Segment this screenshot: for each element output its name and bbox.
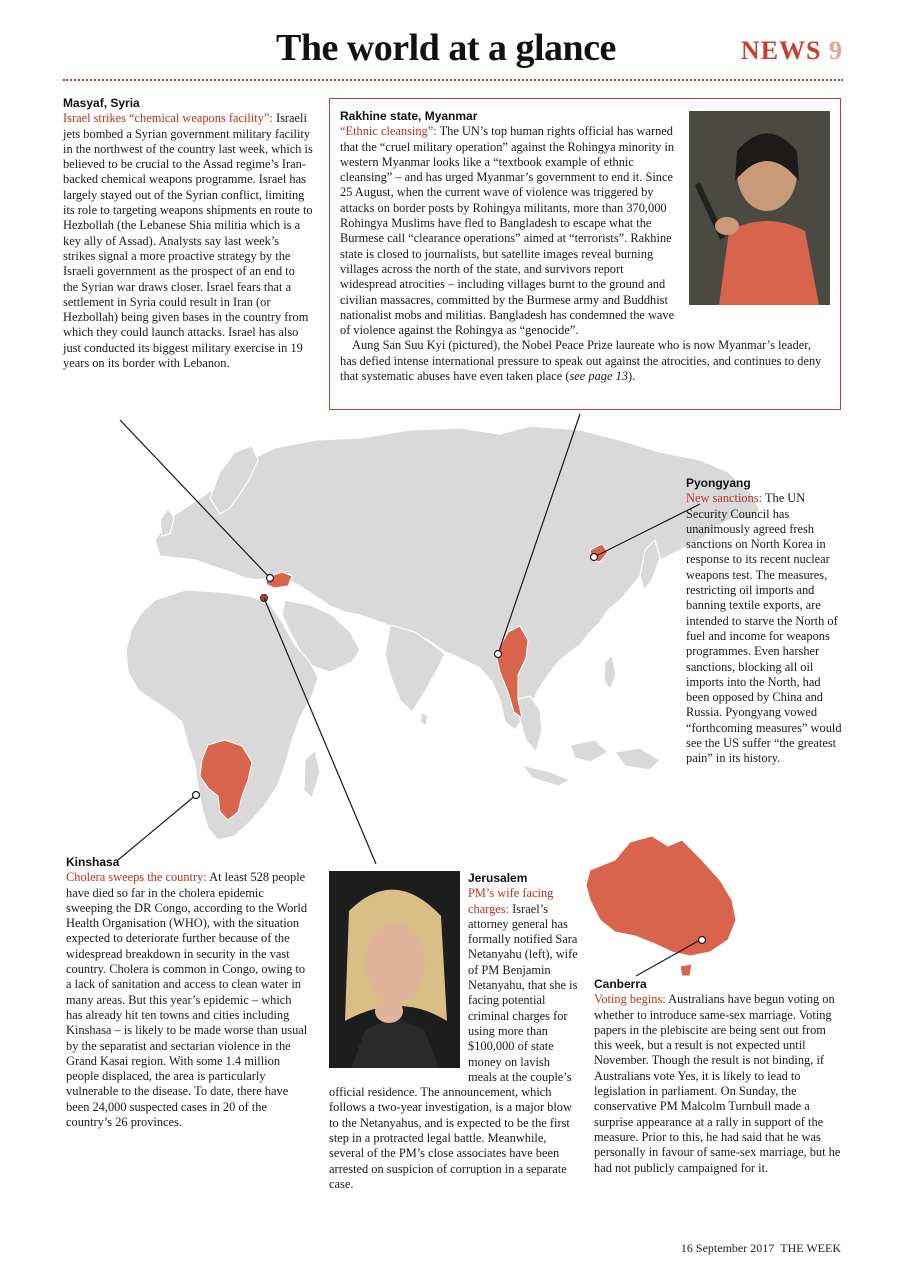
story-rakhine-place: Rakhine state, Myanmar <box>340 109 478 123</box>
story-rakhine-body2-end: ). <box>627 369 636 384</box>
see-page-link[interactable]: see page 13 <box>569 369 628 384</box>
map-indonesia-2 <box>570 740 608 762</box>
story-pyongyang <box>686 476 842 767</box>
story-jerusalem-place: Jerusalem <box>468 871 528 885</box>
map-madagascar <box>304 750 320 798</box>
story-rakhine-body: The UN’s top human rights official has warned that the “cruel military operation” against the Rohingya minority in western Myanmar looks like a “textbook example of ethnic cleansing” – and has urged Myanmar’s government to end it. Since 25 August, when the current wave of violence was triggered by attacks on border posts by Rohingya militants, more than 370,000 Rohingya Muslims have fled to Bangladesh to escape what the Burmese call “clearance operations” aimed at “terrorists”. Rakhine state is closed to journalists, but satellite images reveal burning villages across the north of the state, and survivors report widespread atrocities – including villages burnt to the ground and civilian massacres, committed by the Burmese army and Buddhist nationalist mobs and militias. Bangladesh has condemned the wave of violence against the Rohingya as “genocide”. <box>340 124 675 338</box>
section-label <box>741 36 843 66</box>
story-pyongyang-place: Pyongyang <box>686 476 751 490</box>
page-title: The world at a glance <box>276 27 616 69</box>
header-rule <box>63 79 843 81</box>
leader-kinshasa <box>118 795 196 860</box>
story-rakhine-lead: “Ethnic cleansing”: <box>340 124 437 139</box>
portrait-illustration-2 <box>329 871 460 1068</box>
page-footer <box>681 1241 841 1256</box>
story-rakhine <box>340 109 830 384</box>
story-canberra <box>594 977 846 1176</box>
map-srilanka <box>420 712 428 726</box>
map-australia <box>586 836 736 956</box>
story-kinshasa <box>66 855 311 1130</box>
story-masyaf-place: Masyaf, Syria <box>63 96 140 110</box>
map-philippines <box>604 655 616 690</box>
story-canberra-body: Australians have begun voting on whether to introduce same-sex marriage. Voting papers in the plebiscite are being sent out from this week, but a result is not expected until November. Though the result is not binding, if Australians vote Yes, it is likely to lead to legislation in parliament. On Sunday, the conservative PM Malcolm Turnbull made a surprise appearance at a rally in support of the measure. Prior to this, he had said that he was personally in favour of same-sex marriage, but he had not publicly campaigned for it. <box>594 992 841 1175</box>
story-canberra-lead: Voting begins: <box>594 992 666 1007</box>
section-name: NEWS <box>740 36 822 65</box>
marker-kinshasa <box>193 792 200 799</box>
marker-canberra <box>699 937 706 944</box>
marker-pyongyang <box>591 554 598 561</box>
story-jerusalem <box>329 871 579 1192</box>
photo-sara-netanyahu <box>329 871 460 1068</box>
page-number: 9 <box>829 36 843 65</box>
marker-masyaf <box>267 575 274 582</box>
marker-rakhine <box>495 651 502 658</box>
story-pyongyang-lead: New sanctions: <box>686 491 763 506</box>
story-pyongyang-body: The UN Security Council has unanimously agreed fresh sanctions on North Korea in response to its recent nuclear weapons test. The measures, restricting oil imports and banning textile exports, are intended to starve the North of fuel and income for weapons programmes. Even harsher sanctions, blocking all oil imports into the North, had been opposed by China and Russia. Pyongyang vowed “forthcoming measures” would see the US suffer “the greatest pain” in its history. <box>686 491 842 766</box>
story-kinshasa-lead: Cholera sweeps the country: <box>66 870 207 885</box>
story-jerusalem-body: Israel’s attorney general has formally notified Sara Netanyahu (left), wife of PM Benjamin Netanyahu, that she is facing potential criminal charges for using more than $100,000 of state money on lavish meals at the couple’s official residence. The announcement, which follows a two-year investigation, is a major blow to the Netanyahus, and is expected to be the first step in a protracted legal battle. Meanwhile, several of the PM’s close associates have been arrested on suspicion of corruption in a separate case. <box>329 901 578 1191</box>
story-rakhine-para2 <box>340 338 830 384</box>
story-masyaf <box>63 96 313 371</box>
map-tasmania <box>680 964 692 976</box>
story-rakhine-body2: Aung San Suu Kyi (pictured), the Nobel Peace Prize laureate who is now Myanmar’s leader, has defied intense international pressure to speak out against the atrocities, and continues to deny that systematic abuses have even taken place ( <box>340 338 822 384</box>
story-masyaf-lead: Israel strikes “chemical weapons facility”: <box>63 111 273 126</box>
story-kinshasa-body: At least 528 people have died so far in the cholera epidemic sweeping the DR Congo, according to the World Health Organisation (WHO), with the situation expected to deteriorate further because of the widespread breakdown in security in the vast country. Cholera is common in Congo, owing to a lack of sanitation and access to clean water in many areas. But this year’s epidemic – which has already hit ten towns and cities including Kinshasa – is likely to be made worse than usual by the separatist and sectarian violence in the Grand Kasai region. With some 1.4 million people displaced, the area is particularly vulnerable to the disease. To date, there have been 24,000 suspected cases in 20 of the country’s 26 provinces. <box>66 870 308 1130</box>
story-masyaf-body: Israeli jets bombed a Syrian government military facility in the northwest of the country last week, which is believed to be crucial to the Assad regime’s Iran-backed chemical weapons programme. Israel has largely stayed out of the Syrian conflict, limiting its role to targeting weapons shipments en route to Hezbollah (the Lebanese Shia militia which is a key ally of Assad). Analysts say last week’s strikes signal a more proactive strategy by the Israeli government as the prospect of an end to the Syrian war draws closer. Israel fears that a settlement in Syria could result in Iran (or Hezbollah) being given bases in the country from which they could launch attacks. Israel has also just conducted its biggest military exercise in 19 years on its border with Lebanon. <box>63 111 313 371</box>
map-indonesia-1 <box>522 765 570 786</box>
map-indonesia-3 <box>615 748 660 770</box>
footer-date: 16 September 2017 <box>680 1241 775 1255</box>
story-kinshasa-place: Kinshasa <box>66 855 120 869</box>
story-rakhine-box <box>329 98 841 410</box>
story-canberra-place: Canberra <box>594 977 647 991</box>
footer-publication: THE WEEK <box>780 1241 841 1255</box>
story-jerusalem-lead: PM’s wife facing charges: <box>468 886 554 916</box>
